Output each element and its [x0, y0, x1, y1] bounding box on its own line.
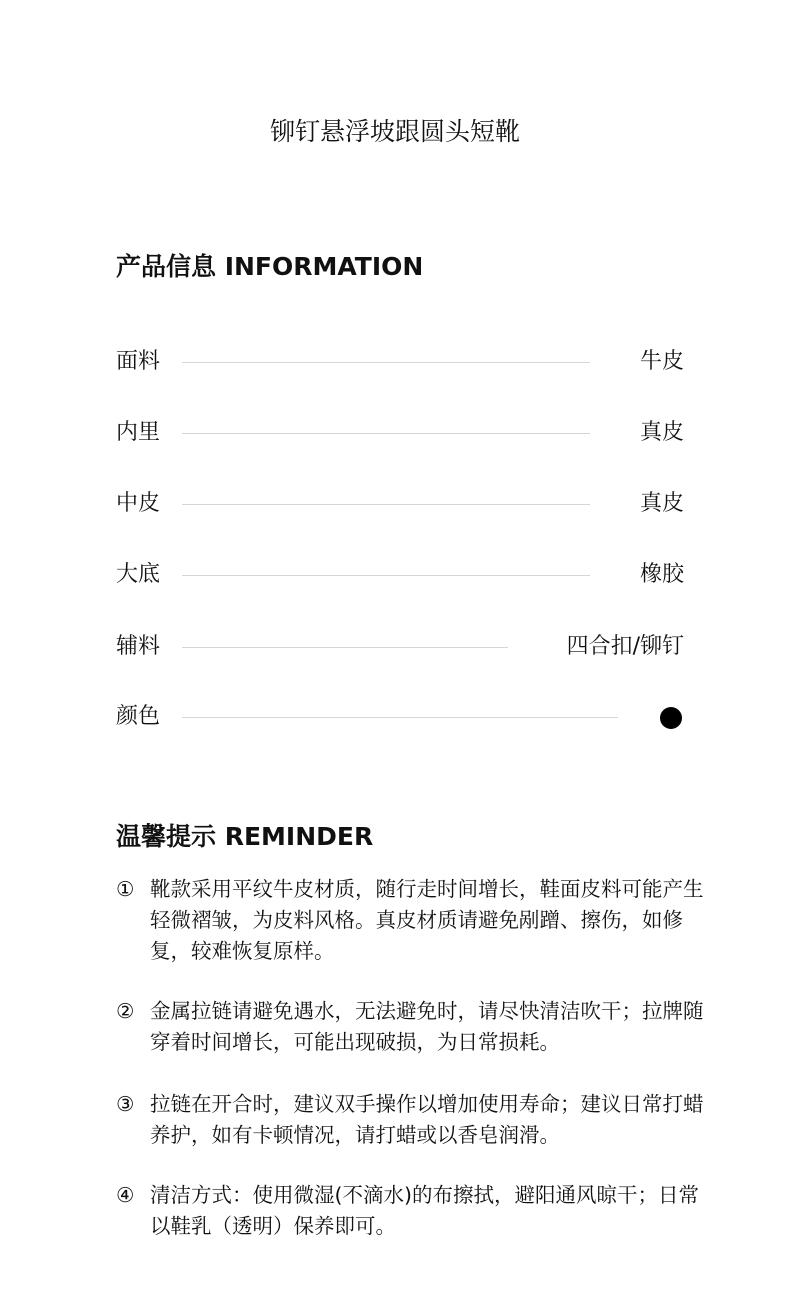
reminder-number: ④ [116, 1183, 135, 1207]
reminder-heading: 温馨提示 REMINDER [116, 822, 374, 851]
reminder-text: 靴款采用平纹牛皮材质，随行走时间增长，鞋面皮料可能产生轻微褶皱，为皮料风格。真皮材质请避免剐蹭、擦伤，如修复，较难恢复原样。 [150, 877, 704, 963]
info-value: 真皮 [639, 420, 684, 445]
info-label: 大底 [116, 562, 161, 587]
info-label: 内里 [116, 420, 161, 445]
color-swatch [660, 707, 682, 729]
reminder-item [116, 874, 706, 967]
reminder-number: ③ [116, 1092, 135, 1116]
info-label: 颜色 [116, 704, 161, 729]
info-value: 四合扣/铆钉 [566, 634, 684, 659]
reminder-item [116, 1089, 706, 1151]
info-divider [182, 647, 508, 648]
info-value: 牛皮 [639, 349, 684, 374]
info-value: 真皮 [639, 491, 684, 516]
info-row-midsole-leather [116, 487, 684, 521]
info-row-outsole [116, 558, 684, 592]
info-divider [182, 362, 590, 363]
product-title: 铆钉悬浮坡跟圆头短靴 [269, 117, 520, 146]
reminder-number: ② [116, 999, 135, 1023]
info-divider [182, 575, 590, 576]
info-label: 中皮 [116, 491, 161, 516]
info-row-material [116, 345, 684, 379]
reminder-item [116, 996, 706, 1058]
reminder-text: 金属拉链请避免遇水，无法避免时，请尽快清洁吹干；拉牌随穿着时间增长，可能出现破损，为日常损耗。 [150, 999, 704, 1054]
info-row-color [116, 700, 684, 734]
info-divider [182, 717, 618, 718]
info-divider [182, 433, 590, 434]
reminder-text: 拉链在开合时，建议双手操作以增加使用寿命；建议日常打蜡养护，如有卡顿情况，请打蜡或以香皂润滑。 [150, 1092, 704, 1147]
info-heading: 产品信息 INFORMATION [116, 252, 424, 281]
info-label: 辅料 [116, 634, 161, 659]
info-row-accessories [116, 630, 684, 664]
info-label: 面料 [116, 349, 161, 374]
info-value: 橡胶 [639, 562, 684, 587]
reminder-item [116, 1180, 706, 1242]
reminder-number: ① [116, 877, 135, 901]
info-row-lining [116, 416, 684, 450]
info-divider [182, 504, 590, 505]
reminder-text: 清洁方式：使用微湿(不滴水)的布擦拭，避阳通风晾干；日常以鞋乳（透明）保养即可。 [150, 1183, 699, 1238]
